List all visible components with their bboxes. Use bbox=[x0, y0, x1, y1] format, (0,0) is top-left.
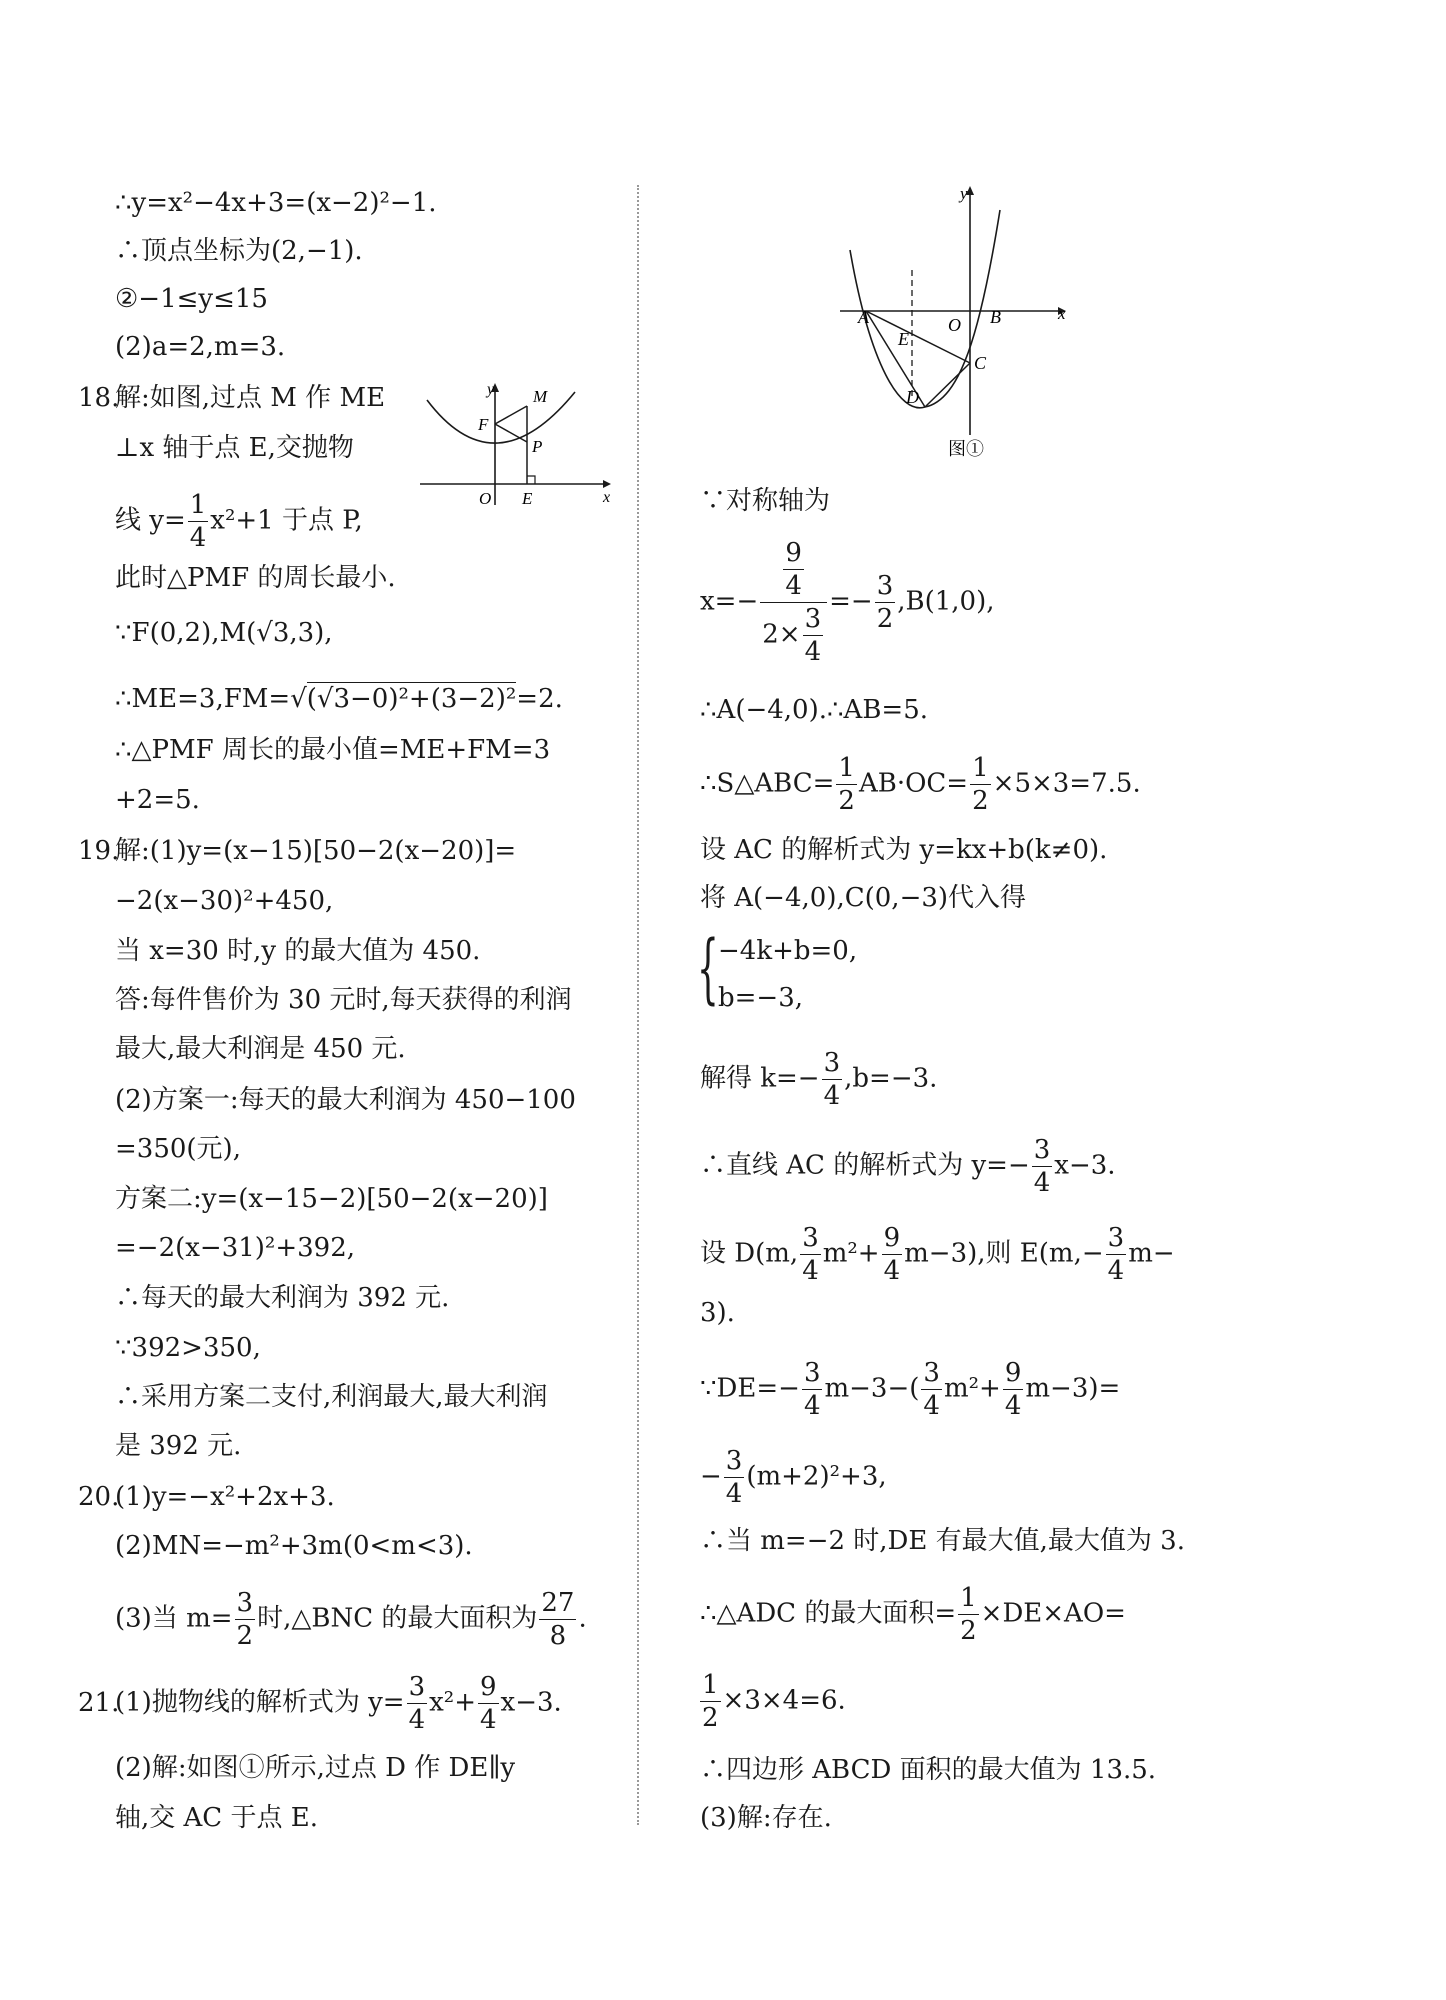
numerator: 3 bbox=[923, 1358, 940, 1388]
text-run: m²+ bbox=[822, 1238, 880, 1269]
text-line bbox=[700, 1360, 1120, 1419]
fraction bbox=[970, 755, 991, 814]
text-run: ∴直线 AC 的解析式为 y=− bbox=[700, 1150, 1030, 1181]
text-run: 2× bbox=[762, 619, 801, 650]
text-line: ∴ME=3,FM=√(√3−0)²+(3−2)²=2. bbox=[115, 684, 563, 714]
denominator: 4 bbox=[480, 1705, 497, 1735]
text-run: (3)当 m= bbox=[115, 1603, 233, 1634]
denominator: 2 bbox=[960, 1616, 977, 1646]
text-run: ×DE×AO= bbox=[980, 1598, 1126, 1629]
label-e: E bbox=[522, 489, 533, 508]
label-p: P bbox=[532, 437, 543, 456]
text-line: 解:(1)y=(x−15)[50−2(x−20)]= bbox=[115, 836, 517, 866]
text-line: 最大,最大利润是 450 元. bbox=[115, 1034, 406, 1064]
parabola-curve bbox=[850, 210, 1000, 408]
text-line: ∵392>350, bbox=[115, 1333, 261, 1363]
right-angle-mark bbox=[527, 476, 535, 484]
problem-number: 18. bbox=[78, 383, 120, 413]
fraction bbox=[188, 492, 209, 551]
text-line bbox=[700, 1448, 887, 1507]
text-run: (m+2)²+3, bbox=[746, 1461, 887, 1492]
fraction bbox=[1003, 1360, 1024, 1419]
denominator: 4 bbox=[802, 1256, 819, 1286]
numerator: 3 bbox=[1033, 1135, 1051, 1165]
fraction bbox=[539, 1590, 576, 1649]
radicand: (√3−0)²+(3−2)² bbox=[306, 684, 517, 714]
text-run: ∴ME=3,FM= bbox=[115, 684, 291, 714]
text-line: ∴A(−4,0).∴AB=5. bbox=[700, 695, 929, 725]
fraction bbox=[1032, 1137, 1053, 1196]
numerator: 1 bbox=[838, 753, 855, 783]
text-line: ⊥x 轴于点 E,交抛物 bbox=[115, 433, 354, 463]
fraction bbox=[802, 1360, 823, 1419]
label-b: B bbox=[990, 307, 1001, 327]
numerator: 3 bbox=[804, 604, 822, 634]
text-line: ∴每天的最大利润为 392 元. bbox=[115, 1283, 450, 1313]
label-d: D bbox=[906, 387, 919, 407]
denominator: 2 bbox=[972, 786, 989, 816]
text-line: 是 392 元. bbox=[115, 1431, 242, 1461]
problem-number: 21. bbox=[78, 1688, 120, 1718]
label-f: F bbox=[478, 415, 489, 434]
fraction bbox=[783, 540, 804, 599]
text-line: ②−1≤y≤15 bbox=[115, 284, 268, 314]
text-line: 3). bbox=[700, 1298, 735, 1328]
text-line: 此时△PMF 的周长最小. bbox=[115, 563, 396, 593]
system-brace: { bbox=[697, 923, 719, 1012]
fraction bbox=[958, 1585, 979, 1644]
segment-fm bbox=[495, 406, 527, 424]
numerator: 1 bbox=[702, 1670, 719, 1700]
numerator: 9 bbox=[480, 1672, 497, 1702]
text-run: 时,△BNC 的最大面积为 bbox=[257, 1603, 538, 1634]
text-line: (2)a=2,m=3. bbox=[115, 332, 286, 362]
text-line: =350(元), bbox=[115, 1134, 241, 1164]
fraction bbox=[836, 755, 857, 814]
label-o: O bbox=[479, 489, 492, 508]
denominator: 4 bbox=[923, 1391, 940, 1421]
text-line: 轴,交 AC 于点 E. bbox=[115, 1803, 318, 1833]
fraction bbox=[803, 606, 824, 665]
text-run: x=− bbox=[700, 586, 759, 617]
denominator: 2 bbox=[702, 1703, 719, 1733]
label-a: A bbox=[858, 307, 869, 327]
numerator: 9 bbox=[1004, 1358, 1022, 1388]
text-line: 解:如图,过点 M 作 ME bbox=[115, 383, 386, 413]
text-line: 设 AC 的解析式为 y=kx+b(k≠0). bbox=[700, 835, 1108, 865]
denominator: 4 bbox=[785, 571, 802, 601]
denominator: 4 bbox=[1107, 1256, 1125, 1286]
text-line: (3)解:存在. bbox=[700, 1803, 832, 1833]
text-run: m− bbox=[1128, 1238, 1175, 1269]
label-x: x bbox=[1058, 304, 1066, 323]
label-x: x bbox=[603, 489, 611, 506]
text-line bbox=[700, 1585, 1126, 1644]
numerator: 3 bbox=[725, 1446, 743, 1476]
denominator: 8 bbox=[549, 1621, 567, 1651]
denominator: 4 bbox=[1033, 1168, 1051, 1198]
denominator: 2 bbox=[236, 1621, 254, 1651]
text-line bbox=[700, 755, 1141, 814]
fraction bbox=[235, 1590, 256, 1649]
text-run: ×5×3=7.5. bbox=[992, 768, 1141, 799]
text-line bbox=[700, 1225, 1175, 1284]
text-run: 设 D(m, bbox=[700, 1238, 799, 1269]
text-line: ∴y=x²−4x+3=(x−2)²−1. bbox=[115, 188, 437, 218]
fraction bbox=[882, 1225, 903, 1284]
denominator: 4 bbox=[1004, 1391, 1022, 1421]
text-run: m²+ bbox=[943, 1373, 1001, 1404]
numerator: 3 bbox=[408, 1672, 426, 1702]
denominator: 2 bbox=[876, 604, 894, 634]
label-o: O bbox=[948, 315, 961, 335]
text-run: ,B(1,0), bbox=[897, 586, 995, 617]
x-arrow-icon bbox=[603, 480, 611, 488]
text-line: ∴当 m=−2 时,DE 有最大值,最大值为 3. bbox=[700, 1526, 1185, 1556]
text-line: ∴采用方案二支付,利润最大,最大利润 bbox=[115, 1382, 548, 1412]
fraction bbox=[800, 1225, 821, 1284]
denominator: 4 bbox=[883, 1256, 901, 1286]
text-run: =− bbox=[829, 586, 873, 617]
denominator bbox=[760, 603, 827, 665]
numerator bbox=[760, 540, 827, 603]
text-line: =−2(x−31)²+392, bbox=[115, 1233, 356, 1263]
segment-fp bbox=[495, 424, 527, 442]
label-y: y bbox=[960, 185, 968, 203]
text-line: ∵对称轴为 bbox=[700, 486, 831, 516]
text-line: (2)解:如图①所示,过点 D 作 DE∥y bbox=[115, 1753, 516, 1783]
label-y: y bbox=[487, 381, 495, 398]
fraction bbox=[1106, 1225, 1127, 1284]
text-line: −4k+b=0, bbox=[718, 936, 858, 966]
fraction bbox=[407, 1674, 428, 1733]
fraction bbox=[822, 1050, 843, 1109]
text-line: ∴四边形 ABCD 面积的最大值为 13.5. bbox=[700, 1755, 1157, 1785]
denominator: 4 bbox=[408, 1705, 426, 1735]
text-line: ∴顶点坐标为(2,−1). bbox=[115, 236, 363, 266]
label-c: C bbox=[974, 353, 987, 373]
text-run: m−3−( bbox=[824, 1373, 920, 1404]
text-run: x−3. bbox=[500, 1687, 562, 1718]
numerator: 3 bbox=[802, 1223, 819, 1253]
text-run: ∴△ADC 的最大面积= bbox=[700, 1598, 957, 1629]
numerator: 3 bbox=[803, 1358, 821, 1388]
text-line: 当 x=30 时,y 的最大值为 450. bbox=[115, 936, 481, 966]
fraction bbox=[875, 573, 896, 632]
numerator: 1 bbox=[189, 490, 207, 520]
numerator: 27 bbox=[541, 1588, 575, 1618]
numerator: 9 bbox=[785, 538, 802, 568]
text-run: (1)抛物线的解析式为 y= bbox=[115, 1687, 405, 1718]
segment-dc bbox=[925, 363, 970, 407]
text-run: 线 y= bbox=[115, 505, 186, 536]
fraction bbox=[478, 1674, 499, 1733]
text-run: ∵DE=− bbox=[700, 1373, 800, 1404]
numerator: 3 bbox=[823, 1048, 841, 1078]
text-line bbox=[700, 1672, 846, 1731]
figure-caption: 图① bbox=[948, 439, 984, 460]
text-line: b=−3, bbox=[718, 983, 804, 1013]
text-run: ∴S△ABC= bbox=[700, 768, 835, 799]
column-divider bbox=[637, 185, 639, 1825]
text-run: ×3×4=6. bbox=[722, 1685, 846, 1716]
fraction bbox=[921, 1360, 942, 1419]
text-line: +2=5. bbox=[115, 785, 200, 815]
text-line: (2)MN=−m²+3m(0<m<3). bbox=[115, 1531, 473, 1561]
text-line: −2(x−30)²+450, bbox=[115, 886, 334, 916]
text-line bbox=[115, 492, 363, 551]
denominator: 4 bbox=[725, 1479, 743, 1509]
text-line bbox=[700, 1050, 937, 1109]
fraction bbox=[724, 1448, 745, 1507]
numerator: 3 bbox=[1107, 1223, 1125, 1253]
problem-number: 20. bbox=[78, 1482, 120, 1512]
denominator: 4 bbox=[823, 1081, 841, 1111]
label-e: E bbox=[898, 329, 909, 349]
denominator: 4 bbox=[803, 1391, 821, 1421]
fraction bbox=[700, 1672, 721, 1731]
denominator: 2 bbox=[838, 786, 855, 816]
text-run: AB·OC= bbox=[858, 768, 969, 799]
numerator: 1 bbox=[972, 753, 989, 783]
figure-18-parabola bbox=[415, 380, 615, 510]
text-run: . bbox=[578, 1603, 587, 1634]
complex-fraction bbox=[760, 540, 827, 665]
text-run: m−3),则 E(m,− bbox=[904, 1238, 1104, 1269]
text-run: x−3. bbox=[1054, 1150, 1116, 1181]
denominator: 4 bbox=[189, 523, 207, 553]
parabola-curve bbox=[427, 392, 575, 443]
numerator: 3 bbox=[876, 571, 894, 601]
text-run: − bbox=[700, 1461, 722, 1492]
text-line: (2)方案一:每天的最大利润为 450−100 bbox=[115, 1085, 576, 1115]
figure-1-parabola bbox=[830, 185, 1080, 470]
problem-number: 19. bbox=[78, 836, 120, 866]
text-line bbox=[115, 1590, 587, 1649]
numerator: 1 bbox=[960, 1583, 977, 1613]
text-line: 方案二:y=(x−15−2)[50−2(x−20)] bbox=[115, 1184, 548, 1214]
text-line: 将 A(−4,0),C(0,−3)代入得 bbox=[700, 883, 1027, 913]
text-run: x²+1 于点 P, bbox=[210, 505, 363, 536]
text-line: ∵F(0,2),M(√3,3), bbox=[115, 618, 333, 648]
text-run: x²+ bbox=[429, 1687, 476, 1718]
text-line: (1)y=−x²+2x+3. bbox=[115, 1482, 335, 1512]
text-run: m−3)= bbox=[1025, 1373, 1121, 1404]
text-run: =2. bbox=[516, 684, 563, 714]
text-run: ,b=−3. bbox=[844, 1063, 938, 1094]
text-line: 答:每件售价为 30 元时,每天获得的利润 bbox=[115, 985, 572, 1015]
numerator: 9 bbox=[883, 1223, 901, 1253]
text-line bbox=[115, 1674, 562, 1733]
text-line bbox=[700, 1137, 1116, 1196]
text-line bbox=[700, 540, 995, 665]
label-m: M bbox=[533, 387, 548, 406]
numerator: 3 bbox=[236, 1588, 254, 1618]
text-line: ∴△PMF 周长的最小值=ME+FM=3 bbox=[115, 735, 551, 765]
text-run: 解得 k=− bbox=[700, 1063, 820, 1094]
denominator: 4 bbox=[804, 637, 822, 667]
